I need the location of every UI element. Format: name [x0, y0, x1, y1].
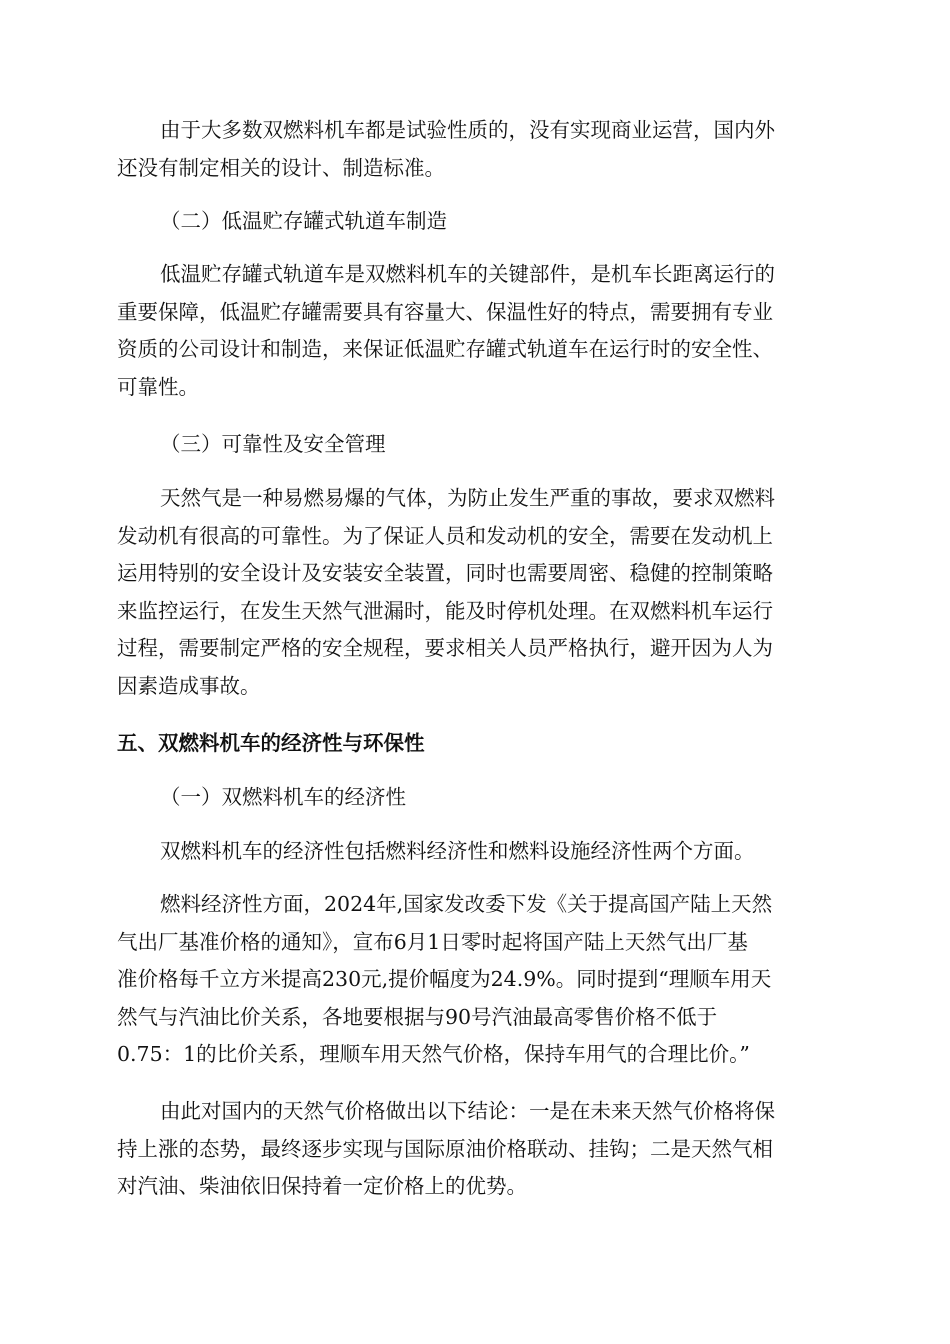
paragraph-line: 来监控运行，在发生天然气泄漏时，能及时停机处理。在双燃料机车运行: [117, 598, 773, 623]
paragraph-line: 天然气是一种易燃易爆的气体，为防止发生严重的事故，要求双燃料: [160, 486, 775, 510]
section-heading-text: 五、双燃料机车的经济性与环保性: [117, 731, 425, 755]
subheading-text: （三）可靠性及安全管理: [160, 432, 386, 456]
paragraph-fuel-economy: [117, 886, 833, 1074]
paragraph-line: 运用特别的安全设计及安装安全装置，同时也需要周密、稳健的控制策略: [117, 561, 773, 586]
paragraph-line: 然气与汽油比价关系，各地要根据与90号汽油最高零售价格不低于: [117, 1004, 718, 1029]
paragraph-line: 由于大多数双燃料机车都是试验性质的，没有实现商业运营，国内外: [160, 118, 775, 142]
section-heading: [117, 725, 833, 763]
paragraph-line: 燃料经济性方面，2024年,国家发改委下发《关于提高国产陆上天然: [160, 892, 773, 916]
paragraph-line: 可靠性。: [117, 374, 199, 399]
subheading-text: （一）双燃料机车的经济性: [160, 785, 406, 809]
paragraph-line: 过程，需要制定严格的安全规程，要求相关人员严格执行，避开因为人为: [117, 636, 773, 661]
paragraph-line: 资质的公司设计和制造，来保证低温贮存罐式轨道车在运行时的安全性、: [117, 337, 773, 362]
paragraph-line: 发动机有很高的可靠性。为了保证人员和发动机的安全，需要在发动机上: [117, 523, 773, 548]
paragraph-line: 0.75：1的比价关系，理顺车用天然气价格，保持车用气的合理比价。”: [117, 1042, 750, 1067]
paragraph-tank-car: [117, 256, 833, 406]
paragraph-conclusion: [117, 1093, 833, 1206]
paragraph-line: 双燃料机车的经济性包括燃料经济性和燃料设施经济性两个方面。: [160, 839, 755, 863]
paragraph-line: 因素造成事故。: [117, 673, 261, 698]
paragraph-line: 准价格每千立方米提高230元,提价幅度为24.9%。同时提到“理顺车用天: [117, 967, 772, 992]
paragraph-line: 还没有制定相关的设计、制造标准。: [117, 155, 445, 180]
paragraph-line: 低温贮存罐式轨道车是双燃料机车的关键部件，是机车长距离运行的: [160, 262, 775, 286]
paragraph-line: 重要保障，低温贮存罐需要具有容量大、保温性好的特点，需要拥有专业: [117, 299, 773, 324]
paragraph-line: 气出厂基准价格的通知》，宣布6月1日零时起将国产陆上天然气出厂基: [117, 929, 748, 954]
paragraph-economy-intro: [117, 833, 833, 871]
paragraph-standards: [117, 112, 833, 187]
paragraph-safety: [117, 480, 833, 706]
subheading-safety: [117, 426, 833, 464]
subheading-text: （二）低温贮存罐式轨道车制造: [160, 209, 447, 233]
paragraph-line: 由此对国内的天然气价格做出以下结论：一是在未来天然气价格将保: [160, 1099, 775, 1123]
paragraph-line: 对汽油、柴油依旧保持着一定价格上的优势。: [117, 1174, 527, 1199]
paragraph-line: 持上涨的态势，最终逐步实现与国际原油价格联动、挂钩；二是天然气相: [117, 1136, 773, 1161]
subheading-tank-car: [117, 203, 833, 241]
subheading-economy: [117, 779, 833, 817]
